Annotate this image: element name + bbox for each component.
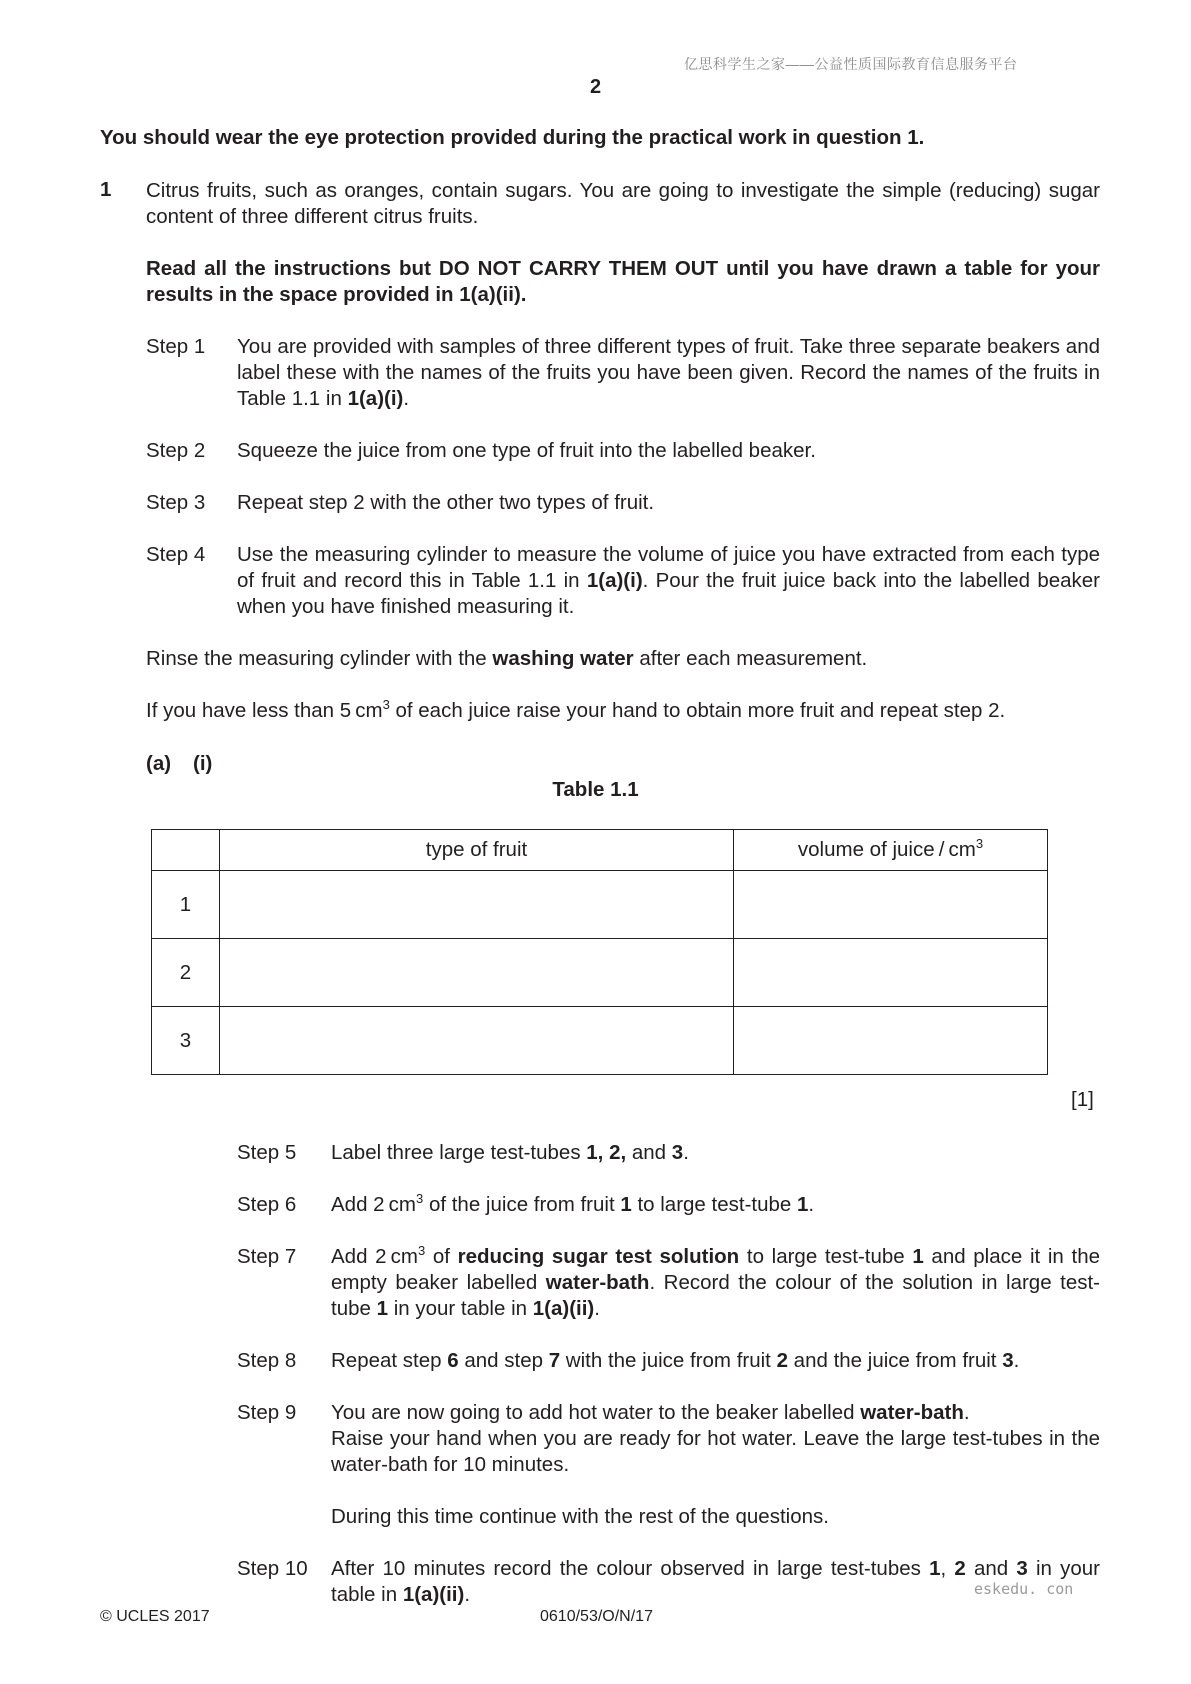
step-4-text: Use the measuring cylinder to measure the volume of juice you have extracted from each type of fruit and record this in Table 1.1 in 1(a)(i). Pour the fruit juice back into the labelled beaker when you have finished measuring it. [237,543,1100,618]
step-9-text: You are now going to add hot water to the beaker labelled water-bath. Raise your hand when you are ready for hot water. Leave the large test-tubes in the water-bath for 10 minutes. [331,1401,1100,1476]
safety-instruction: You should wear the eye protection provided during the practical work in question 1. [100,126,925,149]
table-row [152,871,1048,939]
fruit-cell[interactable] [220,871,734,939]
row-num: 2 [152,939,220,1007]
step-4-label: Step 4 [146,543,206,566]
step-6-label: Step 6 [237,1193,297,1216]
copyright: © UCLES 2017 [100,1608,210,1625]
step-7-label: Step 7 [237,1245,297,1268]
results-table [151,829,1048,1075]
page-number: 2 [589,76,602,98]
step-6-text: Add 2 $cm^3$ of the juice from fruit 1 to large test-tube 1. [331,1191,815,1216]
paper-code: 0610/53/O/N/17 [540,1608,653,1625]
step-9-continue-text: During this time continue with the rest of the questions. [331,1505,829,1528]
part-i-label: (i) [193,752,213,775]
question-intro: Citrus fruits, such as oranges, contain sugars. You are going to investigate the simple (reducing) sugar content of three different citrus fruits. [146,179,1100,228]
table-header-row [152,830,1048,871]
step-5-label: Step 5 [237,1141,297,1164]
header-volume: volume of juice / $cm^3$ [734,830,1048,871]
question-warning: Read all the instructions but DO NOT CARRY THEM OUT until you have drawn a table for your results in the space provided in 1(a)(ii). [146,257,1100,306]
header-fruit: type of fruit [220,830,734,871]
volume-cell[interactable] [734,1007,1048,1075]
step-10-text: After 10 minutes record the colour observed in large test-tubes 1, 2 and 3 in your table in 1(a)(ii). [331,1557,1100,1606]
fruit-cell[interactable] [220,939,734,1007]
step-9-label: Step 9 [237,1401,297,1424]
step-3-label: Step 3 [146,491,206,514]
part-a-label: (a) [146,752,172,775]
table-caption: Table 1.1 [552,778,639,801]
mark-allocation: [1] [1071,1088,1094,1111]
step-7-text: Add 2 $cm^3$ of reducing sugar test solution to large test-tube 1 and place it in the empty beaker labelled water-bath. Record the colour of the solution in large test-tube 1 in your table in 1(a)(ii). [331,1243,1100,1320]
table-row [152,1007,1048,1075]
step-2-label: Step 2 [146,439,206,462]
step-3-text: Repeat step 2 with the other two types of fruit. [237,491,655,514]
step-1-text: You are provided with samples of three different types of fruit. Take three separate beakers and label these with the names of the fruits you have been given. Record the names of the fruits in Table 1.1 in 1(a)(i). [237,335,1100,410]
volume-cell[interactable] [734,939,1048,1007]
header-num [152,830,220,871]
row-num: 1 [152,871,220,939]
step-2-text: Squeeze the juice from one type of fruit into the labelled beaker. [237,439,816,462]
step-10-label: Step 10 [237,1557,308,1580]
footer-watermark: eskedu. con [974,1580,1074,1598]
step-8-text: Repeat step 6 and step 7 with the juice from fruit 2 and the juice from fruit 3. [331,1349,1020,1372]
table-row [152,939,1048,1007]
header-watermark: 亿思科学生之家——公益性质国际教育信息服务平台 [684,56,1018,72]
step-5-text: Label three large test-tubes 1, 2, and 3. [331,1141,689,1164]
step-1-label: Step 1 [146,335,206,358]
volume-cell[interactable] [734,871,1048,939]
rinse-note: Rinse the measuring cylinder with the washing water after each measurement. [146,647,868,670]
question-number: 1 [100,178,112,201]
volume-note: If you have less than 5 $cm^3$ of each juice raise your hand to obtain more fruit and repeat step 2. [146,697,1006,722]
step-8-label: Step 8 [237,1349,297,1372]
fruit-cell[interactable] [220,1007,734,1075]
row-num: 3 [152,1007,220,1075]
